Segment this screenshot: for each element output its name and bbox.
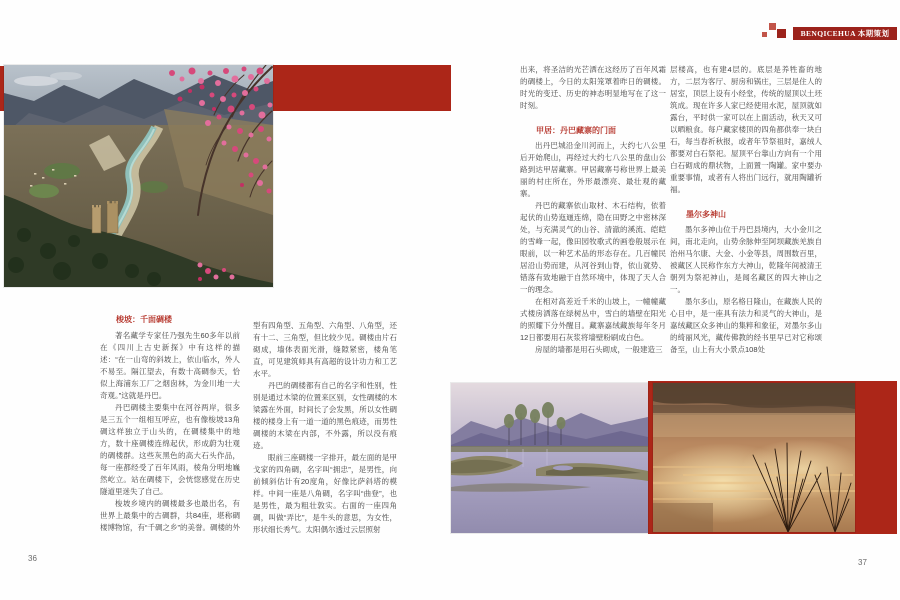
right-page-column-1 <box>520 64 666 356</box>
paragraph: 出来，将圣洁的光芒洒在这经历了百年风霜的碉楼上，今日的太阳笼罩着昨日的碉楼。时光的变迁、历史的神态明显地写在了这一时刻。 <box>520 65 666 110</box>
paragraph: 在相对高差近千米的山坡上，一幢幢藏式楼房洒落在绿树丛中，雪白的墙壁在阳光的照耀下分外醒目。藏寨嘉绒藏族每年冬月12日都要用石灰浆将墙壁粉刷成白色。 <box>520 297 666 342</box>
left-page-column-1 <box>100 314 240 534</box>
golden-lake-photo <box>653 383 855 532</box>
right-page-column-2 <box>670 64 822 356</box>
marsh-photo <box>451 383 648 533</box>
golden-lake-photo-illustration <box>653 383 855 532</box>
canyon-photo-illustration <box>4 65 273 287</box>
mosaic-square-icon <box>777 29 786 38</box>
paragraph: 著名藏学专家任乃强先生60多年以前在《四川上古史新探》中有这样的描述：“在一山弯的斜坡上，依山临水，外人不易至。隔江望去，有数十高碉参天，恰似上海浦东工厂之烟囱林，为金川地一大奇观。”这就是丹巴。 <box>100 331 240 400</box>
paragraph: 眼前三座碉楼一字排开，最左面的是甲戈家的四角碉，名字叫“拥忠”，是男性，向前倾斜估计有20度角，好像比萨斜塔的模样。中间一座是八角碉，名字叫“曲登”，也是男性，最为粗壮敦实。右面的一座四角碉，叫做“弄比”，是牛头的意思，为女性，形状细长秀气。太阳偶尔透过云层照射 <box>253 453 397 534</box>
paragraph: 出丹巴城沿金川河而上，大约七八公里后开始爬山，再经过大约七八公里的盘山公路到达甲居藏寨。甲居藏寨号称世界上最美丽的村庄所在，外形最漂亮、最壮观的藏寨。 <box>520 141 666 198</box>
heading-moerduo: 墨尔多神山 <box>686 210 726 219</box>
heading-suopo: 梭坡：千面碉楼 <box>116 315 172 324</box>
paragraph: 丹巴的碉楼都有自己的名字和性别，性别是通过木梁的位置来区别，女性碉楼的木梁露在外面，时间长了会发黑，所以女性碉楼的楼身上有一道一道的黑色痕迹，而男性碉楼的木梁在内部，不外露，所以没有痕迹。 <box>253 381 397 450</box>
canyon-photo <box>4 65 273 287</box>
marsh-photo-illustration <box>451 383 648 533</box>
left-page-column-2 <box>253 320 397 536</box>
paragraph: 梭坡乡境内的碉楼最多也最出名，有世界上最集中的古碉群，共84座，堪称碉楼博物馆，有“千碉之乡”的美誉。碉楼的外 <box>100 499 240 532</box>
heading-jiaju: 甲居：丹巴藏寨的门面 <box>536 126 616 135</box>
paragraph: 墨尔多山，原名格日隆山，在藏族人民的心目中，是一座具有法力和灵气的大神山，是嘉绒藏区众多神山的集粹和象征，对墨尔多山的绮丽风光，藏传佛教的经书里早已对它称颂备至，山上有大小景点108处 <box>670 297 822 354</box>
paragraph: 墨尔多神山位于丹巴县境内，大小金川之间，南北走向，山势余脉伸至阿坝藏族羌族自治州马尔康、大金、小金等县，周围数百里，被藏区人民称作东方大神山，乾隆年间被清王朝列为祭祀神山，是闻名藏区的四大神山之一。 <box>670 225 822 294</box>
top-red-block <box>273 65 451 111</box>
paragraph: 房屋的墙都是用石头砌成，一般建造三 <box>535 345 663 354</box>
paragraph: 丹巴的藏寨依山取材、木石结构，依着起伏的山势迤逦连绵，隐在田野之中密林深处，与充满灵气的山谷、清澈的溪流、皑皑的雪峰一起，像田园牧歌式的画卷般展示在眼前，以一种艺术品的形态存在。几百幢民居沿山势而建，从河谷到山脊，依山就势、错落有致地融于自然环境中，体现了天人合一的理念。 <box>520 201 666 294</box>
page-number-left: 36 <box>28 554 37 563</box>
paragraph: 型有四角型、五角型、六角型、八角型，还有十二、三角型，但比较少见。碉楼由片石砌成，墙体表面光滑，缝隙紧密，楼角笔直，可见建筑师具有高超的设计功力和工艺水平。 <box>253 321 397 378</box>
mosaic-square-icon <box>762 32 767 37</box>
section-banner: BENQICEHUA 本期策划 <box>793 27 897 40</box>
paragraph: 丹巴碉楼主要集中在河谷两岸，很多是三五个一组相互呼应，也有像梭坡13角碉这样独立于山头的，在碉楼集中的地方，数十座碉楼连绵起伏，形成蔚为壮观的碉楼群。这些灰黑色的高大石头作品，每一座都经受了百年风雨，棱角分明地巍然屹立。站在碉楼下，会恍惚感觉在历史隧道里迷失了自己。 <box>100 403 240 496</box>
mosaic-square-icon <box>769 23 776 30</box>
paragraph: 层楼高，也有建4层的。底层是养牲畜的地方，二层为客厅、厨房和锅庄，三层是住人的居室，顶层上设有小经堂，传统的屋顶以土坯筑成。现在许多人家已经使用水泥，屋顶就如露台，平时供一家可以在上面活动，秋天又可以晒粮食。每户藏家楼顶的四角都供奉一块白石，每当春祈秋报，或者年节祭祖时，嘉绒人都要对白石祭祀。屋顶平台靠山方向有一个用白石砌成的鼎状物，上面置一陶罐。家中要办重要事情，或者有人将出门远行，就用陶罐祈福。 <box>670 65 822 194</box>
page-number-right: 37 <box>858 558 867 567</box>
